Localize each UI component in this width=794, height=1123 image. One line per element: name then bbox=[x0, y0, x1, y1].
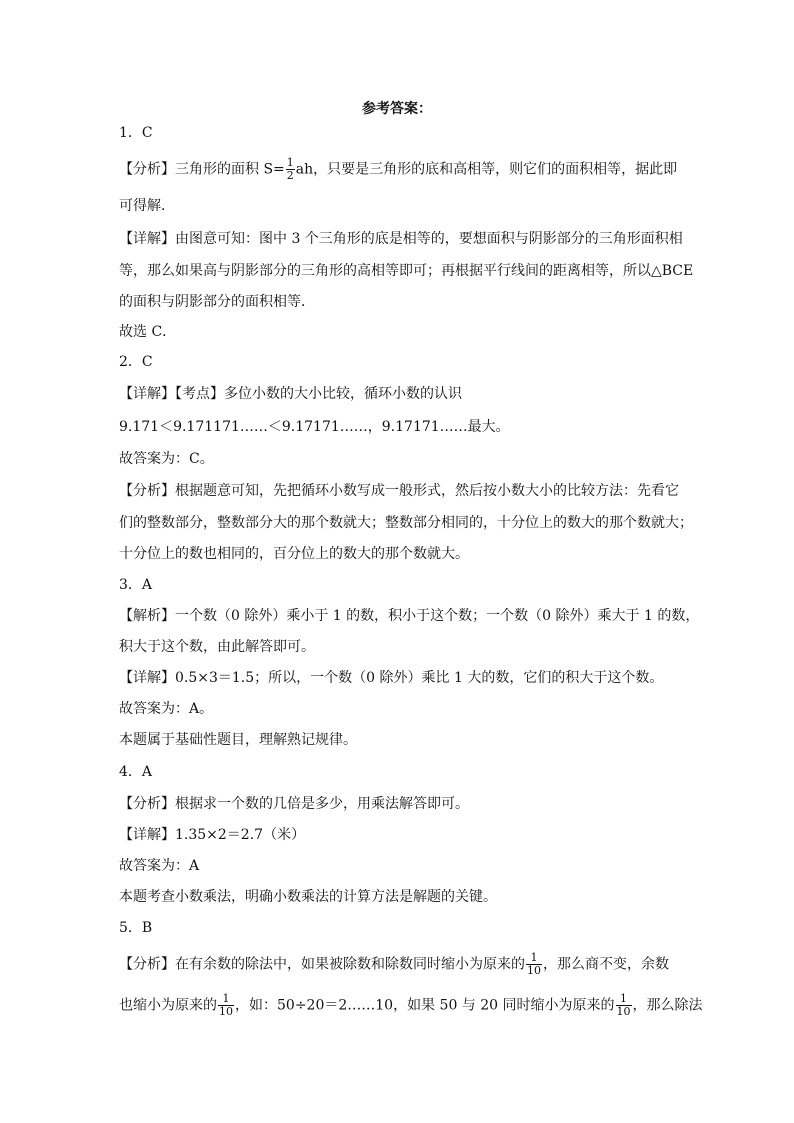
answer-4-note: 本题考查小数乘法，明确小数乘法的计算方法是解题的关键。 bbox=[119, 889, 497, 905]
answer-5-analysis: 【分析】在有余数的除法中，如果被除数和除数同时缩小为原来的 $\frac{1}{10}$ ，那么商不变，余数 bbox=[119, 951, 669, 977]
answer-3-number: 3．A bbox=[119, 577, 153, 593]
answer-3-result: 故答案为：A。 bbox=[119, 701, 214, 717]
answer-2-analysis: 【分析】根据题意可知，先把循环小数写成一般形式，然后按小数大小的比较方法：先看它 bbox=[119, 483, 679, 499]
answer-1-analysis: 【分析】三角形的面积 S= $\frac{1}{2}$ ah，只要是三角形的底和高相等，则它们的面积相等，据此即 bbox=[119, 156, 678, 182]
answer-1-choice: 故选 C． bbox=[119, 324, 177, 340]
answer-5-number: 5．B bbox=[119, 920, 153, 936]
answer-2-result: 故答案为：C。 bbox=[119, 451, 214, 467]
answer-1-detail-cont2: 的面积与阴影部分的面积相等． bbox=[119, 294, 315, 310]
answer-4-result: 故答案为：A bbox=[119, 858, 200, 874]
answer-3-explain-cont: 积大于这个数，由此解答即可。 bbox=[119, 639, 315, 655]
fraction-tenth: $\frac{1}{10}$ bbox=[527, 951, 541, 977]
answer-5-analysis-cont: 也缩小为原来的 $\frac{1}{10}$ ，如：50÷20＝2……10，如果 50 与 20 同时缩小为原来的 $\frac{1}{10}$ ，那么除法 bbox=[119, 992, 703, 1018]
answer-3-note: 本题属于基础性题目，理解熟记规律。 bbox=[119, 732, 357, 748]
answer-1-number: 1．C bbox=[119, 125, 153, 141]
answer-2-compare: 9.171＜9.171171……＜9.17171……，9.17171……最大。 bbox=[119, 419, 510, 435]
answer-3-explain: 【解析】一个数（0 除外）乘小于 1 的数，积小于这个数；一个数（0 除外）乘大于 1 的数， bbox=[119, 608, 700, 624]
answer-2-analysis-cont2: 十分位上的数也相同的，百分位上的数大的那个数就大。 bbox=[119, 546, 469, 562]
fraction-half: $\frac{1}{2}$ bbox=[286, 156, 294, 182]
page-title: 参考答案： bbox=[362, 101, 432, 117]
answer-4-analysis: 【分析】根据求一个数的几倍是多少，用乘法解答即可。 bbox=[119, 796, 469, 812]
answer-2-number: 2．C bbox=[119, 354, 153, 370]
answer-4-detail: 【详解】1.35×2＝2.7（米） bbox=[119, 827, 306, 843]
answer-4-number: 4．A bbox=[119, 764, 153, 780]
answer-3-detail: 【详解】0.5×3＝1.5；所以，一个数（0 除外）乘比 1 大的数，它们的积大于这个数。 bbox=[119, 670, 664, 686]
fraction-tenth: $\frac{1}{10}$ bbox=[616, 992, 631, 1018]
answer-1-analysis-cont: 可得解． bbox=[119, 198, 175, 214]
answer-2-detail: 【详解】【考点】多位小数的大小比较，循环小数的认识 bbox=[119, 386, 462, 402]
answer-2-analysis-cont: 们的整数部分，整数部分大的那个数就大；整数部分相同的，十分位上的数大的那个数就大； bbox=[119, 515, 693, 531]
answer-1-detail: 【详解】由图意可知：图中 3 个三角形的底是相等的，要想面积与阴影部分的三角形面积相 bbox=[119, 231, 683, 247]
answer-1-detail-cont: 等，那么如果高与阴影部分的三角形的高相等即可；再根据平行线间的距离相等，所以△BCE bbox=[119, 263, 694, 279]
fraction-tenth: $\frac{1}{10}$ bbox=[219, 992, 233, 1018]
